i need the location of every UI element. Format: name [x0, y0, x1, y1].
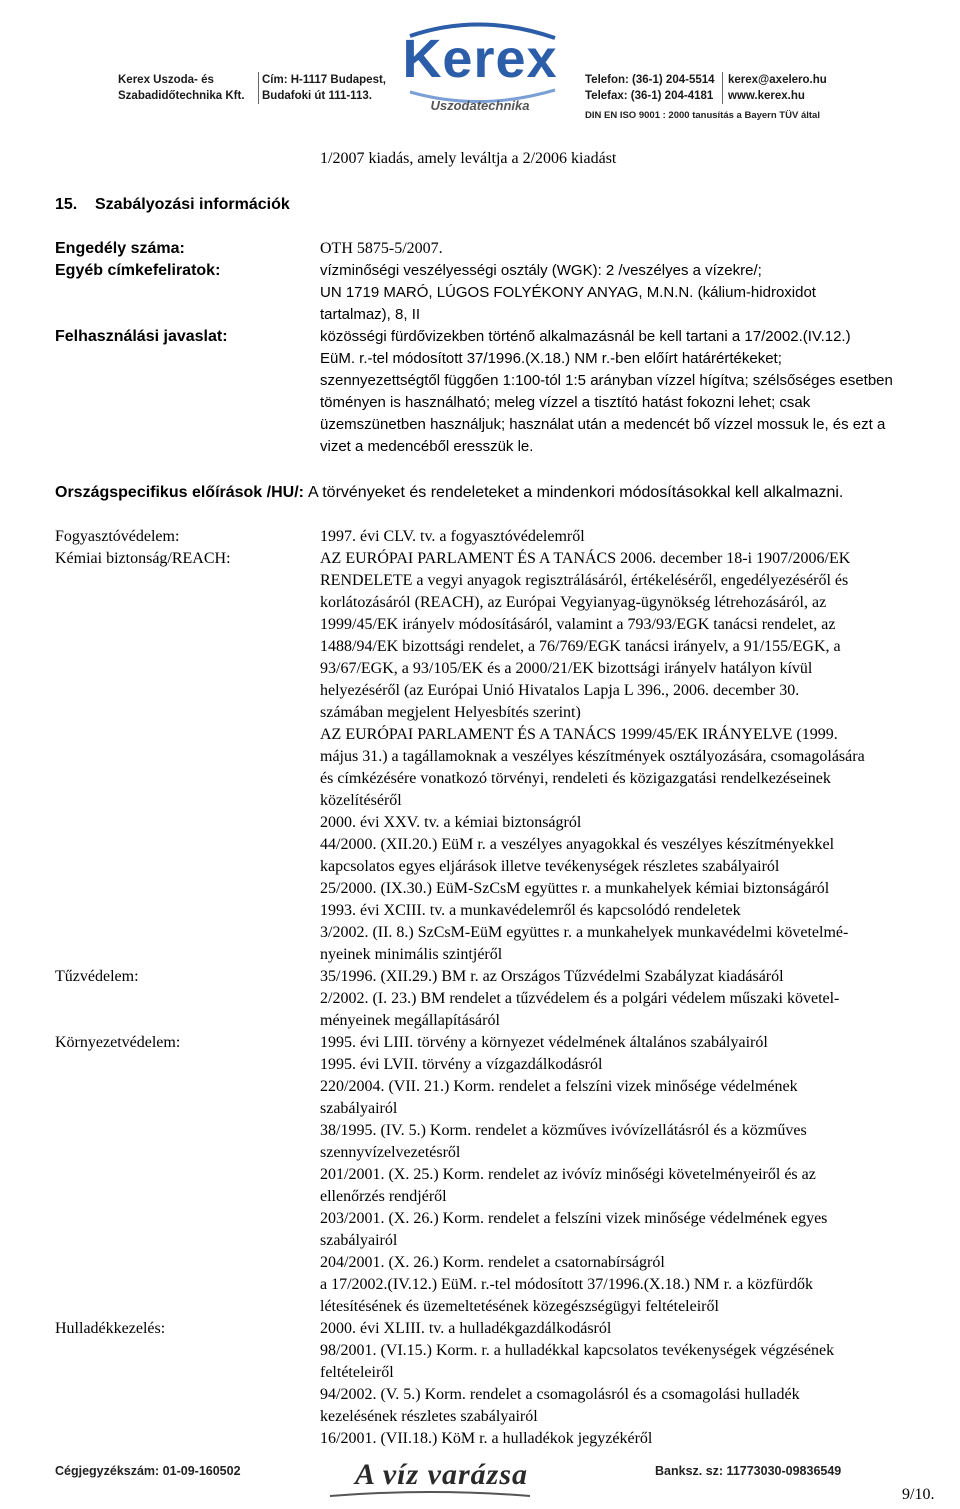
footer-slogan: A víz varázsa: [355, 1458, 529, 1491]
company-contact: Telefon: (36-1) 204-5514 Telefax: (36-1) 204-4181: [585, 74, 715, 102]
waste-label: Hulladékkezelés:: [55, 1320, 166, 1337]
bank-account: Banksz. sz: 11773030-09836549: [655, 1464, 842, 1478]
consumer-value: 1997. évi CLV. tv. a fogyasztóvédelemről: [320, 528, 585, 545]
country-text: A törvényeket és rendeleteket a mindenkori módosításokkal kell alkalmazni.: [307, 484, 844, 501]
fire-value: 35/1996. (XII.29.) BM r. az Országos Tűzvédelmi Szabályzat kiadásáról 2/2002. (I. 23.) BM rendelet a tűzvédelem és a polgári védelem műszaki követel- ményeinek megállapításáról: [320, 968, 840, 1029]
environment-label: Környezetvédelem:: [55, 1034, 181, 1051]
section-heading: [55, 196, 290, 214]
section-number: 15.: [55, 196, 78, 213]
logo-text: Kerex: [402, 29, 558, 89]
country-label: Országspecifikus előírások /HU/:: [55, 484, 304, 501]
usage-value: közösségi fürdővizekben történő alkalmazásnál be kell tartani a 17/2002.(IV.12.) EüM. r.-tel módosított 37/1996.(X.18.) NM r.-ben előírt határértékeket; szennyezettségtől függően 1:100-tól 1:5 arányban vízzel hígítva; szélsőséges esetben töményen is használható; meleg vízzel a tisztító hatást fokozni lehet; csak üzemszünetben használjuk; használat után a medencét bő vízzel mossuk le, és ezt a vizet a medencéből eresszük le.: [320, 328, 893, 455]
company-registry: Cégjegyzékszám: 01-09-160502: [55, 1464, 241, 1478]
kerex-logo: [390, 18, 570, 118]
iso-certification: DIN EN ISO 9001 : 2000 tanusítás a Bayern TÜV által: [585, 110, 820, 121]
chemical-label: Kémiai biztonság/REACH:: [55, 550, 231, 567]
swoosh-icon: [325, 1490, 535, 1500]
country-specific: [55, 482, 935, 504]
header-divider: [258, 72, 259, 104]
header-divider: [722, 72, 723, 104]
company-address: Cím: H-1117 Budapest, Budafoki út 111-113.: [262, 74, 386, 102]
other-labels-label: Egyéb címkefeliratok:: [55, 262, 221, 279]
other-labels-value: vízminőségi veszélyességi osztály (WGK): 2 /veszélyes a vízekre/; UN 1719 MARÓ, LÚGOS FOLYÉKONY ANYAG, M.N.N. (kálium-hidroxidot tartalmaz), 8, II: [320, 262, 816, 323]
waste-value: 2000. évi XLIII. tv. a hulladékgazdálkodásról 98/2001. (VI.15.) Korm. r. a hulladékkal kapcsolatos tevékenységek végzésének feltételeiről 94/2002. (V. 5.) Korm. rendelet a csomagolásról és a csomagolási hulladék kezelésének részletes szabályairól 16/2001. (VII.18.) KöM r. a hulladékok jegyzékéről: [320, 1320, 835, 1447]
consumer-label: Fogyasztóvédelem:: [55, 528, 180, 545]
environment-value: 1995. évi LIII. törvény a környezet védelmének általános szabályairól 1995. évi LVII. törvény a vízgazdálkodásról 220/2004. (VII. 21.) Korm. rendelet a felszíni vizek minősége védelmének szabályairól 38/1995. (IV. 5.) Korm. rendelet a közműves ivóvízellátásról és a közműves szennyvízelvezetésről 201/2001. (X. 25.) Korm. rendelet az ivóvíz minőségi követelményeiről és az ellenőrzés rendjéről 203/2001. (X. 26.) Korm. rendelet a felszíni vizek minősége védelmének egyes szabályairól 204/2001. (X. 26.) Korm. rendelet a csatornabírságról a 17/2002.(IV.12.) EüM. r.-tel módosított 37/1996.(X.18.) NM r. a közfürdők létesítésének és üzemeltetésének közegészségügyi feltételeiről: [320, 1034, 828, 1315]
permit-value: OTH 5875-5/2007.: [320, 240, 443, 257]
permit-label: Engedély száma:: [55, 240, 185, 257]
section-title: Szabályozási információk: [95, 196, 290, 213]
fire-label: Tűzvédelem:: [55, 968, 139, 985]
logo-subtitle: Uszodatechnika: [430, 98, 530, 113]
chemical-value: AZ EURÓPAI PARLAMENT ÉS A TANÁCS 2006. december 18-i 1907/2006/EK RENDELETE a vegyi anyagok regisztrálásáról, értékeléséről, engedélyezéséről és korlátozásáról (REACH), az Európai Vegyianyag-ügynökség létrehozásáról, az 1999/45/EK irányelv módosításáról, valamint a 793/93/EGK tanácsi rendelet, az 1488/94/EK bizottsági rendelet, a 76/769/EGK tanácsi irányelv, a 91/155/EGK, a 93/67/EGK, a 93/105/EK és a 2000/21/EK bizottsági irányelv hatályon kívül helyezéséről (az Európai Unió Hivatalos Lapja L 396., 2006. december 30. számában megjelent Helyesbítés szerint) AZ EURÓPAI PARLAMENT ÉS A TANÁCS 1999/45/EK IRÁNYELVE (1999. május 31.) a tagállamoknak a veszélyes készítmények osztályozására, csomagolására és címkézésére vonatkozó törvényi, rendeleti és közigazgatási rendelkezéseinek közelítéséről 2000. évi XXV. tv. a kémiai biztonságról 44/2000. (XII.20.) EüM r. a veszélyes anyagokkal és veszélyes készítményekkel kapcsolatos egyes eljárások illetve tevékenységek részletes szabályairól 25/2000. (IX.30.) EüM-SzCsM együttes r. a munkahelyek kémiai biztonságáról 1993. évi XCIII. tv. a munkavédelemről és kapcsolódó rendeletek 3/2002. (II. 8.) SzCsM-EüM együttes r. a munkahelyek munkavédelmi követelmé- nyeinek minimális szintjéről: [320, 550, 865, 963]
company-web: kerex@axelero.hu www.kerex.hu: [728, 74, 827, 102]
page-number: 9/10.: [902, 1486, 935, 1503]
edition-note: 1/2007 kiadás, amely leváltja a 2/2006 kiadást: [320, 150, 617, 167]
company-name: Kerex Uszoda- és Szabadidőtechnika Kft.: [118, 74, 245, 102]
usage-label: Felhasználási javaslat:: [55, 328, 228, 345]
letterhead: [0, 0, 960, 140]
footer: [0, 1458, 960, 1509]
